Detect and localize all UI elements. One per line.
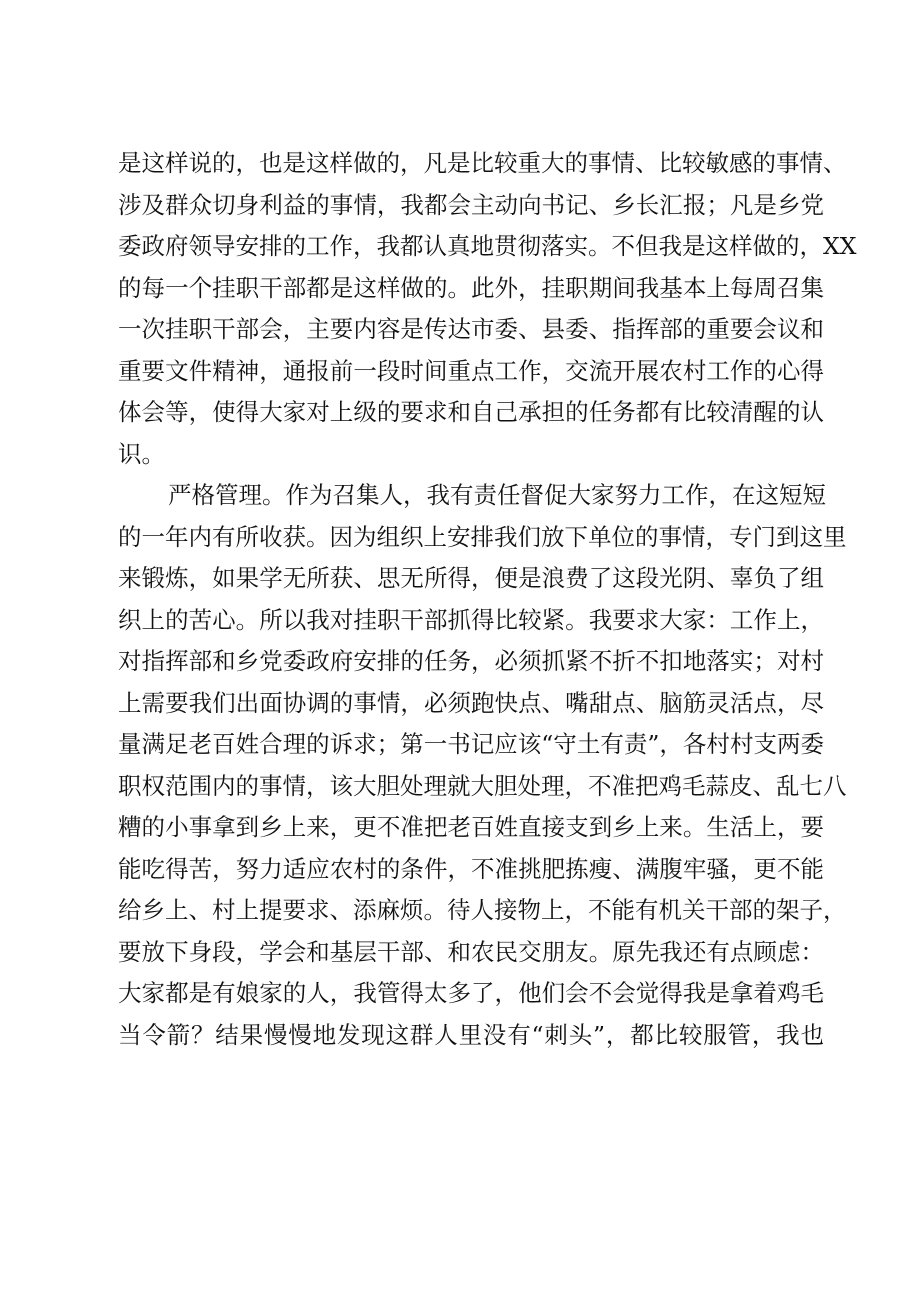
text-line: 量满足老百姓合理的诉求；第一书记应该“守土有责”，各村村支两委 <box>118 730 824 758</box>
text-line: 织上的苦心。所以我对挂职干部抓得比较紧。我要求大家：工作上， <box>118 605 824 634</box>
paragraph-start-line: 严格管理。作为召集人，我有责任督促大家努力工作，在这短短 <box>168 481 826 509</box>
text-line: 职权范围内的事情，该大胆处理就大胆处理，不准把鸡毛蒜皮、乱七八 <box>118 771 847 800</box>
text-line: 的一年内有所收获。因为组织上安排我们放下单位的事情，专门到这里 <box>118 522 847 551</box>
text-line: 的每一个挂职干部都是这样做的。此外，挂职期间我基本上每周召集 <box>118 273 824 302</box>
text-line: 识。 <box>118 439 165 468</box>
text-line: 涉及群众切身利益的事情，我都会主动向书记、乡长汇报；凡是乡党 <box>118 190 824 219</box>
text-line: 是这样说的，也是这样做的，凡是比较重大的事情、比较敏感的事情、 <box>118 149 847 177</box>
text-line: 能吃得苦，努力适应农村的条件，不准挑肥拣瘦、满腹牢骚，更不能 <box>118 854 824 883</box>
text-line: 大家都是有娘家的人，我管得太多了，他们会不会觉得我是拿着鸡毛 <box>118 979 824 1007</box>
text-line: 来锻炼，如果学无所获、思无所得，便是浪费了这段光阴、辜负了组 <box>118 564 824 592</box>
text-line: 要放下身段，学会和基层干部、和农民交朋友。原先我还有点顾虑： <box>118 937 824 966</box>
text-line: 对指挥部和乡党委政府安排的任务，必须抓紧不折不扣地落实；对村 <box>118 647 824 675</box>
body-text <box>118 143 857 1056</box>
text-line: 当令箭？结果慢慢地发现这群人里没有“刺头”，都比较服管，我也 <box>118 1020 824 1049</box>
text-line: 一次挂职干部会，主要内容是传达市委、县委、指挥部的重要会议和 <box>118 315 824 343</box>
text-line: 重要文件精神，通报前一段时间重点工作，交流开展农村工作的心得 <box>118 356 824 385</box>
text-line: 体会等，使得大家对上级的要求和自己承担的任务都有比较清醒的认 <box>118 398 824 426</box>
text-line: 委政府领导安排的工作，我都认真地贯彻落实。不但我是这样做的，XX <box>118 232 857 260</box>
text-line: 给乡上、村上提要求、添麻烦。待人接物上，不能有机关干部的架子， <box>118 896 847 924</box>
text-line: 上需要我们出面协调的事情，必须跑快点、嘴甜点、脑筋灵活点，尽 <box>118 688 824 717</box>
text-line: 糟的小事拿到乡上来，更不准把老百姓直接支到乡上来。生活上，要 <box>118 813 824 841</box>
